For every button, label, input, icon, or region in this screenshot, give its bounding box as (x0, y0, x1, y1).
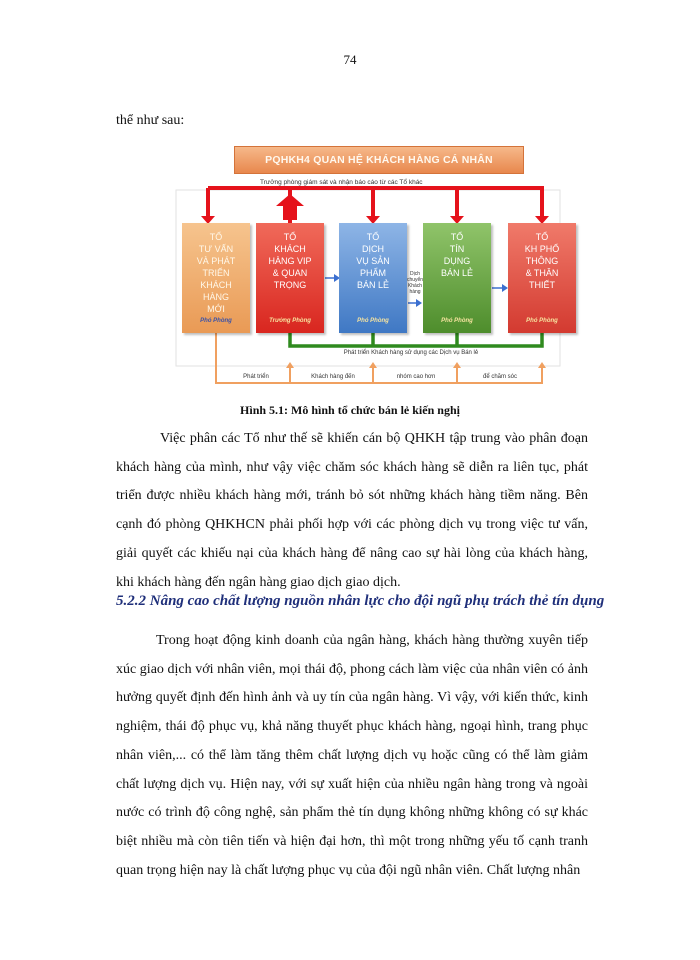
orange-head-5 (538, 362, 546, 368)
org-chart-figure (168, 138, 568, 390)
page-number: 74 (343, 52, 357, 67)
figure-title-box: PQHKH4 QUAN HỆ KHÁCH HÀNG CÁ NHÂN (234, 146, 524, 174)
orange-head-3 (369, 362, 377, 368)
bottom-label-4: để chăm sóc (482, 374, 518, 380)
green-note: Phát triển Khách hàng sử dụng các Dịch vụ Bán lẻ (343, 350, 479, 356)
dept-vip-box (256, 223, 324, 333)
dept-dich-vu-label: TỔ DỊCH VỤ SẢN PHẨM BÁN LẺ (356, 232, 390, 290)
bottom-label-3: nhóm cao hơn (396, 374, 436, 380)
dept-pho-thong-label: TỔ KH PHỔ THÔNG & THÂN THIẾT (524, 232, 560, 290)
dept-tin-dung-box (423, 223, 491, 333)
dept-tu-van-label: TỔ TƯ VẤN VÀ PHÁT TRIỂN KHÁCH HÀNG MỚI (196, 232, 236, 314)
green-service-line (290, 333, 542, 346)
bottom-label-1: Phát triển (243, 374, 269, 380)
figure-caption: Hình 5.1: Mô hình tổ chức bán lẻ kiến nghị (240, 403, 460, 417)
bottom-label-2: Khách hàng đến (311, 374, 355, 380)
dept-dich-vu-box (339, 223, 407, 333)
up-arrow-shaft (283, 206, 297, 220)
dept-tin-dung-role: Phó Phòng (441, 318, 473, 324)
red-supervision-line (290, 188, 542, 223)
dept-vip-label: TỔ KHÁCH HÀNG VIP & QUAN TRỌNG (268, 232, 312, 290)
intro-line: thể như sau: (116, 113, 185, 128)
dept-dich-vu-role: Phó Phòng (357, 318, 389, 324)
top-note: Trưởng phòng giám sát và nhận báo cáo từ các Tổ khác (260, 179, 423, 186)
up-arrow-head (276, 194, 304, 206)
dept-tu-van-box (182, 223, 250, 333)
paragraph-2: Trong hoạt động kinh doanh của ngân hàng, khách hàng thường xuyên tiếp xúc giao dịch với nhân viên, mọi thái độ, phong cách làm việc của nhân viên có ảnh hưởng quyết định đến hình ảnh và uy tín của ngân hàng. Vì vậy, với kiến thức, kinh nghiệm, thái độ phục vụ, khả năng thuyết phục khách hàng, ngoại hình, trang phục nhân viên,... có thể làm tăng thêm chất lượng dịch vụ hoặc cũng có thể làm giảm chất lượng dịch vụ. Hiện nay, với sự xuất hiện của nhiều ngân hàng trong và ngoài nước có trình độ công nghệ, sản phẩm thẻ tín dụng không những không có sự khác biệt nhiều mà còn tiên tiến và hiện đại hơn, thì một trong những yếu tố cạnh tranh quan trọng hiện nay là chất lượng phục vụ của đội ngũ nhân viên. Chất lượng nhân (116, 633, 588, 878)
dept-tin-dung-label: TỔ TÍN DỤNG BÁN LẺ (440, 232, 473, 278)
paragraph-1: Việc phân các Tổ như thế sẽ khiến cán bộ QHKH tập trung vào phân đoạn khách hàng của mình, như vậy việc chăm sóc khách hàng sẽ diễn ra liên tục, phát triển được nhiều khách hàng mới, tránh bỏ sót những khách hàng tiềm năng. Bên cạnh đó phòng QHKHCN phải phối hợp với các phòng dịch vụ trong việc tư vấn, giải quyết các khiếu nại của khách hàng để nâng cao sự hài lòng của khách hàng, khi khách hàng đến ngân hàng giao dịch giao dịch. (116, 431, 588, 590)
orange-head-4 (453, 362, 461, 368)
blue-head-2 (416, 299, 422, 307)
dept-pho-thong-role: Phó Phòng (526, 318, 558, 324)
dept-pho-thong-box (508, 223, 576, 333)
mid-note: Dịch chuyển Khách hàng (406, 271, 424, 295)
section-heading: 5.2.2 Nâng cao chất lượng nguồn nhân lực cho đội ngũ phụ trách thẻ tín dụng (116, 593, 605, 609)
dept-vip-role: Trưởng Phòng (269, 318, 311, 324)
orange-head-2 (286, 362, 294, 368)
dept-tu-van-role: Phó Phòng (200, 318, 232, 324)
